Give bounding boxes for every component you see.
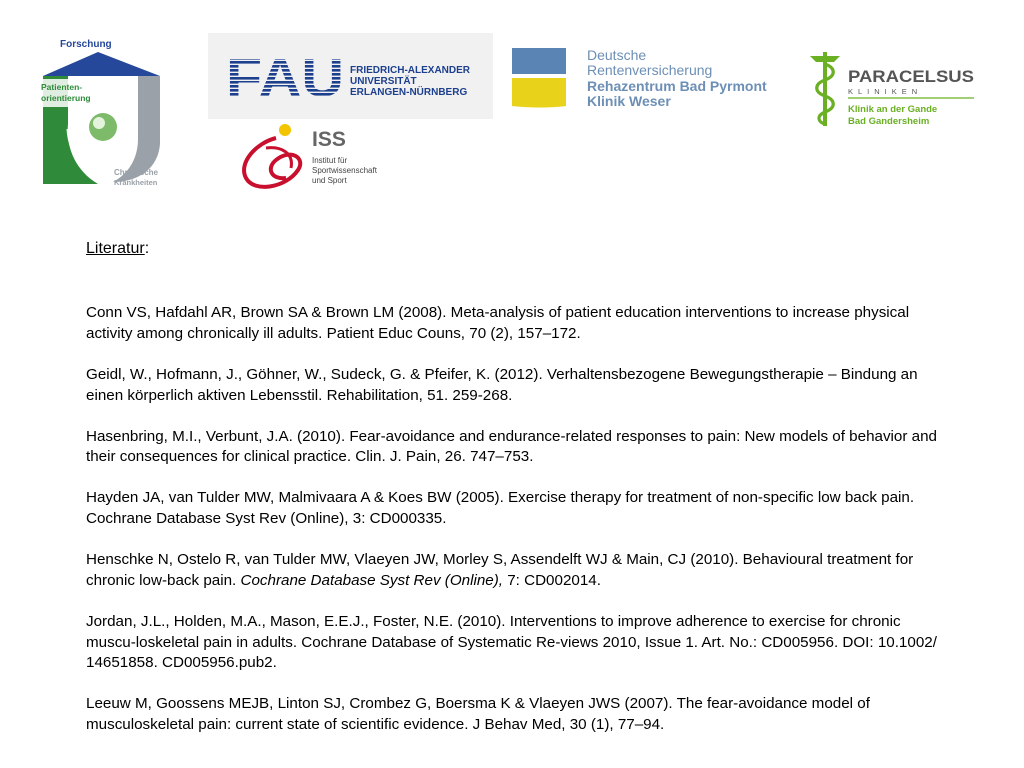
iss-mark: ISS bbox=[312, 128, 346, 151]
fau-line2: UNIVERSITÄT bbox=[350, 76, 417, 87]
paracelsus-mark: PARACELSUS bbox=[848, 67, 974, 86]
drv-line4: Klinik Weser bbox=[587, 93, 671, 109]
reference-journal-italic: Cochrane Database Syst Rev (Online), bbox=[240, 571, 504, 589]
literature-heading bbox=[86, 240, 149, 258]
drv-logo bbox=[508, 44, 793, 114]
iss-line1: Institut für bbox=[312, 156, 348, 165]
forschung-logo-top-text: Forschung bbox=[60, 39, 112, 50]
forschung-logo-left-line2: orientierung bbox=[41, 93, 91, 103]
reference-item: Geidl, W., Hofmann, J., Göhner, W., Sudeck, G. & Pfeifer, K. (2012). Verhaltensbezogene Bewegungstherapie – Bindung an einen körperlich aktiven Lebensstil. Rehabilitation, 51. 259-268. bbox=[86, 365, 918, 404]
iss-logo bbox=[236, 118, 391, 194]
paracelsus-logo bbox=[806, 50, 981, 130]
reference-item: Conn VS, Hafdahl AR, Brown SA & Brown LM (2008). Meta-analysis of patient education interventions to increase physical activity among chronically ill adults. Patient Educ Couns, 70 (2), 157–172. bbox=[86, 304, 910, 342]
drv-line1: Deutsche bbox=[587, 47, 647, 63]
drv-line2: Rentenversicherung bbox=[587, 62, 713, 78]
forschung-logo-bottom-line1: Chronische bbox=[114, 168, 159, 177]
literature-heading-text: Literatur bbox=[86, 240, 145, 257]
forschung-logo-left-line1: Patienten- bbox=[41, 82, 83, 92]
reference-text: Henschke N, Ostelo R, van Tulder MW, Vlaeyen JW, Morley S, Assendelft WJ & Main, CJ (2010). Behavioural treatment for chronic low-back pain. bbox=[86, 551, 914, 589]
paracelsus-line2: Bad Gandersheim bbox=[848, 116, 930, 127]
literature-heading-colon: : bbox=[144, 240, 150, 257]
forschung-logo-bottom-line2: Krankheiten bbox=[114, 178, 158, 187]
fau-line3: ERLANGEN-NÜRNBERG bbox=[350, 87, 468, 98]
reference-list bbox=[86, 303, 946, 756]
reference-item: Jordan, J.L., Holden, M.A., Mason, E.E.J., Foster, N.E. (2010). Interventions to improve adherence to exercise for chronic muscu-loskeletal pain in adults. Cochrane Database of Systematic Re-views 2010, Issue 1. Art. No.: CD005956. DOI: 10.1002/ 14651858. CD005956.pub2. bbox=[86, 612, 937, 672]
iss-line2: Sportwissenschaft bbox=[312, 166, 377, 175]
forschung-patientenorientierung-logo bbox=[38, 34, 183, 192]
reference-text: 7: CD002014. bbox=[503, 571, 601, 589]
iss-line3: und Sport bbox=[312, 176, 347, 185]
drv-yellow-shape bbox=[512, 78, 566, 108]
reference-item bbox=[86, 550, 946, 591]
drv-blue-shape bbox=[512, 48, 566, 74]
paracelsus-sub: KLINIKEN bbox=[848, 87, 923, 96]
drv-line3: Rehazentrum Bad Pyrmont bbox=[587, 78, 767, 94]
iss-yellow-dot bbox=[279, 124, 291, 136]
reference-item: Leeuw M, Goossens MEJB, Linton SJ, Crombez G, Boersma K & Vlaeyen JWS (2007). The fear-avoidance model of musculoskeletal pain: current state of scientific evidence. J Behav Med, 30 (1), 77–94. bbox=[86, 695, 870, 734]
fau-logo bbox=[208, 33, 493, 119]
fau-mark: FAU bbox=[226, 48, 344, 108]
gray-wall-shape bbox=[113, 76, 160, 182]
reference-item: Hayden JA, van Tulder MW, Malmivaara A & Koes BW (2005). Exercise therapy for treatment of non-specific low back pain. Cochrane Database Syst Rev (Online), 3: CD000335. bbox=[86, 489, 915, 528]
paracelsus-line1: Klinik an der Gande bbox=[848, 104, 938, 115]
fau-line1: FRIEDRICH-ALEXANDER bbox=[350, 65, 470, 76]
roof-shape bbox=[43, 52, 160, 76]
reference-item: Hasenbring, M.I., Verbunt, J.A. (2010). Fear-avoidance and endurance-related responses to pain: New models of behavior and their consequences for clinical practice. Clin. J. Pain, 26. 747–753. bbox=[86, 427, 937, 466]
